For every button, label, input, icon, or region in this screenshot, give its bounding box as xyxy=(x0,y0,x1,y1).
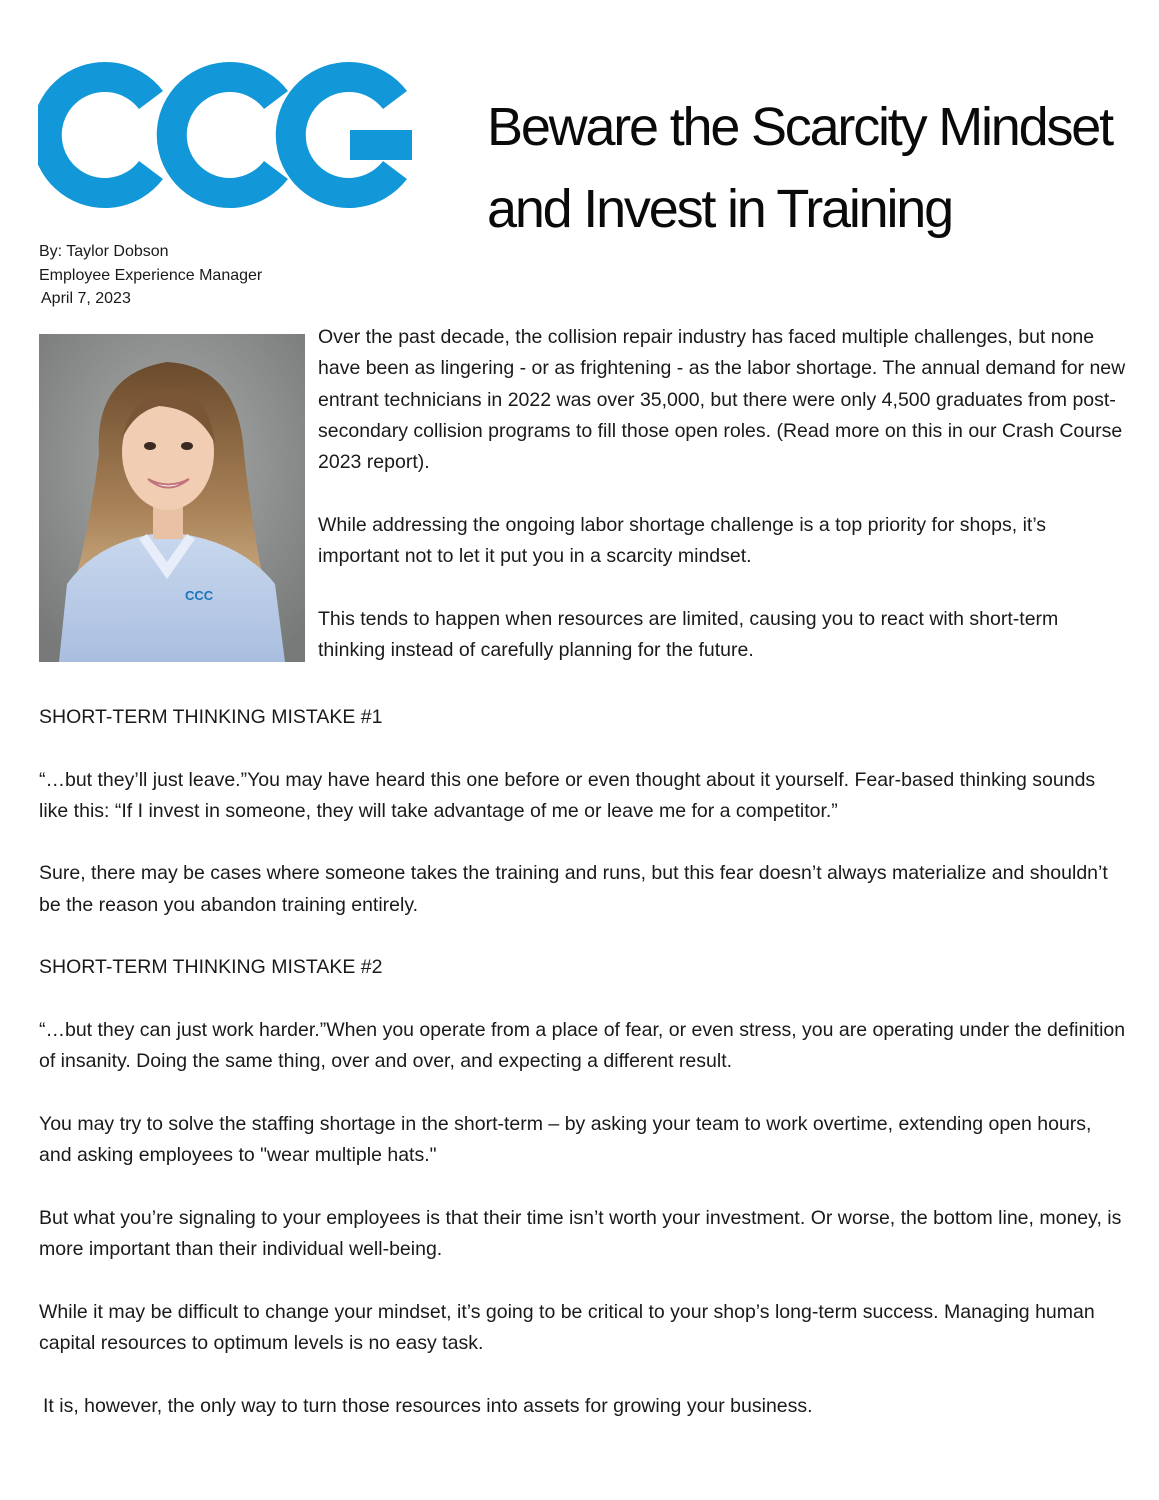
author-role: Employee Experience Manager xyxy=(39,266,263,284)
section-heading-1: SHORT-TERM THINKING MISTAKE #1 xyxy=(39,706,383,728)
logo-c-3-bar xyxy=(350,130,412,160)
intro-text xyxy=(318,322,1130,698)
section-heading-2: SHORT-TERM THINKING MISTAKE #2 xyxy=(39,956,383,979)
byline xyxy=(39,240,262,311)
ccc-logo xyxy=(38,60,412,210)
section-2-paragraph-4: While it may be difficult to change your mindset, it’s going to be critical to your shop’s long-term success. Managing human capital resources to optimum levels is no easy task. xyxy=(39,1300,1095,1354)
intro-paragraph-1: Over the past decade, the collision repair industry has faced multiple challenges, but none have been as lingering - or as frightening - as the labor shortage. The annual demand for new entrant technicians in 2022 was over 35,000, but there were only 4,500 graduates from post-secondary collision programs to fill those open roles. (Read more on this in our Crash Course 2023 report). xyxy=(318,326,1126,474)
title-line-1: Beware the Scarcity Mindset xyxy=(487,97,1112,157)
article-title xyxy=(487,86,1147,250)
section-2-paragraph-1: “…but they can just work harder.”When you operate from a place of fear, or even stress, you are operating under the definition of insanity. Doing the same thing, over and over, and expecting a different result. xyxy=(39,1018,1126,1073)
logo-c-2 xyxy=(172,77,276,193)
section-2-paragraph-3: But what you’re signaling to your employees is that their time isn’t worth your investment. Or worse, the bottom line, money, is more important than their individual well-being. xyxy=(39,1206,1122,1261)
section-2-paragraph-2: You may try to solve the staffing shortage in the short-term – by asking your team to work overtime, extending open hours, and asking employees to "wear multiple hats." xyxy=(39,1112,1092,1167)
author-photo xyxy=(39,334,305,662)
intro-paragraph-3: This tends to happen when resources are limited, causing you to react with short-term thinking instead of carefully planning for the future. xyxy=(318,607,1059,661)
author-name: By: Taylor Dobson xyxy=(39,243,169,260)
section-2-paragraph-5: It is, however, the only way to turn those resources into assets for growing your business. xyxy=(43,1394,813,1417)
intro-paragraph-2: While addressing the ongoing labor shortage challenge is a top priority for shops, it’s important not to let it put you in a scarcity mindset. xyxy=(318,513,1047,568)
ccc-logo-mark xyxy=(38,60,412,210)
logo-c-1 xyxy=(47,77,151,193)
author-portrait xyxy=(39,334,305,662)
article-body xyxy=(39,702,1129,1453)
shirt-logo: CCC xyxy=(185,588,214,603)
publish-date: April 7, 2023 xyxy=(41,290,131,307)
section-1-paragraph-1: “…but they’ll just leave.”You may have heard this one before or even thought about it yourself. Fear-based thinking sounds like this: “If I invest in someone, they will take advantage of me or leave me for a competitor.” xyxy=(39,768,1096,822)
title-line-2: and Invest in Training xyxy=(487,179,952,239)
section-1-paragraph-2: Sure, there may be cases where someone takes the training and runs, but this fear doesn’t always materialize and shouldn’t be the reason you abandon training entirely. xyxy=(39,862,1108,916)
